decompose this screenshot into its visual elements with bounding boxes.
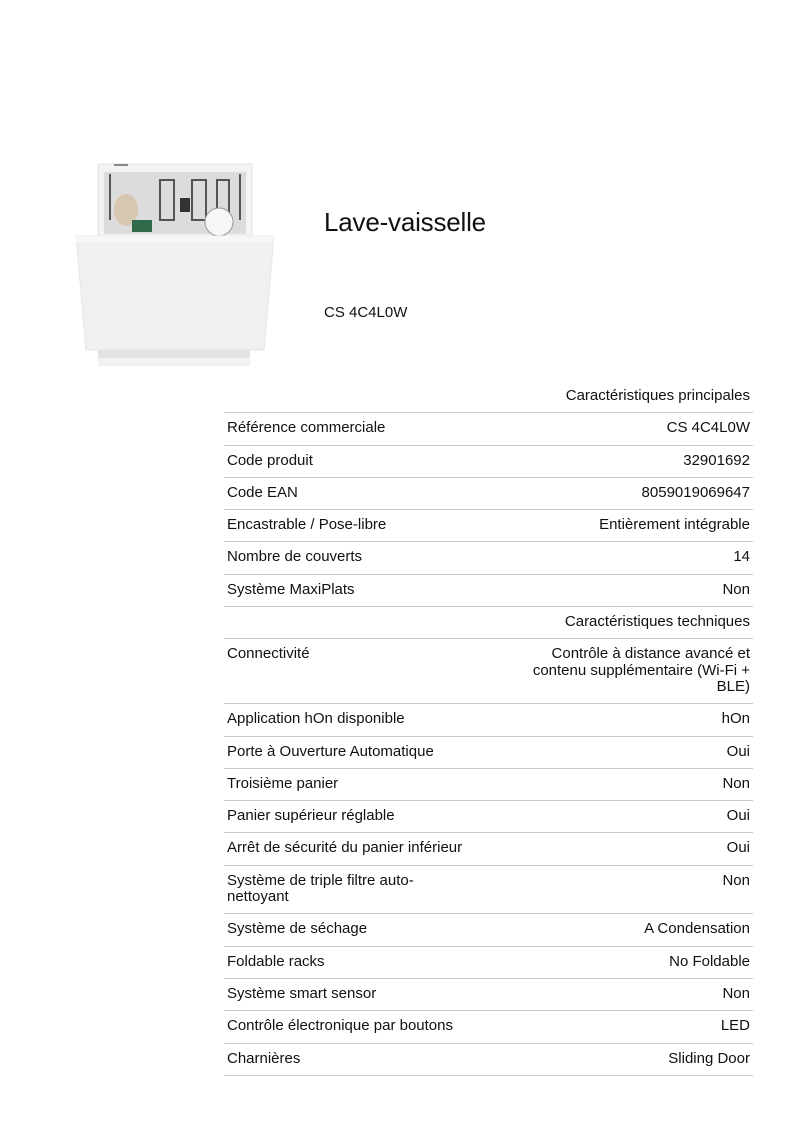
spec-row	[224, 542, 753, 574]
page-title: Lave-vaisselle	[324, 207, 486, 237]
spec-label: Connectivité	[227, 645, 310, 663]
spec-row	[224, 737, 753, 769]
spec-value: Non	[722, 774, 750, 792]
section-header-spacer	[227, 388, 467, 404]
section-title: Caractéristiques principales	[565, 387, 750, 404]
spec-table	[224, 381, 753, 1076]
spec-row	[224, 979, 753, 1011]
spec-label: Arrêt de sécurité du panier inférieur	[227, 839, 463, 857]
spec-value: Oui	[726, 807, 750, 825]
spec-value: hOn	[721, 710, 750, 728]
section-header-spacer	[227, 614, 467, 630]
spec-row	[224, 801, 753, 833]
spec-row	[224, 866, 753, 915]
spec-value: Non	[722, 871, 750, 889]
spec-row	[224, 413, 753, 445]
spec-value: Oui	[726, 839, 750, 857]
spec-value: 14	[733, 548, 750, 566]
spec-label: Code EAN	[227, 483, 298, 501]
spec-label: Application hOn disponible	[227, 710, 405, 728]
spec-row	[224, 478, 753, 510]
spec-value: 8059019069647	[641, 483, 750, 501]
spec-value: Oui	[726, 742, 750, 760]
dishwasher-product-image	[74, 160, 276, 368]
spec-label: Contrôle électronique par boutons	[227, 1017, 453, 1035]
spec-value: CS 4C4L0W	[666, 419, 750, 437]
spec-value: Non	[722, 984, 750, 1002]
model-number: CS 4C4L0W	[324, 304, 408, 321]
spec-label: Système smart sensor	[227, 984, 377, 1002]
spec-label: Troisième panier	[227, 774, 339, 792]
spec-row	[224, 1011, 753, 1043]
spec-label: Foldable racks	[227, 952, 325, 970]
spec-value: Contrôle à distance avancé et contenu supplémentaire (Wi-Fi + BLE)	[532, 645, 750, 695]
spec-value: No Foldable	[669, 952, 750, 970]
spec-row	[224, 833, 753, 865]
spec-label: Encastrable / Pose-libre	[227, 516, 387, 534]
section-title: Caractéristiques techniques	[564, 613, 750, 631]
spec-value: Entièrement intégrable	[599, 516, 750, 534]
spec-label: Système MaxiPlats	[227, 580, 355, 598]
spec-value: Non	[722, 580, 750, 598]
spec-row	[224, 914, 753, 946]
section-header	[224, 381, 753, 413]
spec-label: Système de triple filtre auto-nettoyant	[227, 871, 414, 906]
spec-label: Référence commerciale	[227, 419, 386, 437]
spec-value: 32901692	[683, 451, 750, 469]
spec-value: LED	[720, 1017, 750, 1035]
spec-row	[224, 1044, 753, 1076]
spec-row	[224, 769, 753, 801]
spec-row	[224, 947, 753, 979]
spec-label: Nombre de couverts	[227, 548, 363, 566]
spec-label: Panier supérieur réglable	[227, 807, 395, 825]
spec-value: Sliding Door	[668, 1049, 750, 1067]
spec-row	[224, 446, 753, 478]
spec-label: Porte à Ouverture Automatique	[227, 742, 434, 760]
spec-label: Charnières	[227, 1049, 301, 1067]
spec-row	[224, 639, 753, 704]
spec-row	[224, 704, 753, 736]
spec-row	[224, 575, 753, 607]
spec-label: Code produit	[227, 451, 313, 469]
spec-value: A Condensation	[644, 920, 750, 938]
section-header	[224, 607, 753, 639]
spec-label: Système de séchage	[227, 920, 368, 938]
spec-row	[224, 510, 753, 542]
